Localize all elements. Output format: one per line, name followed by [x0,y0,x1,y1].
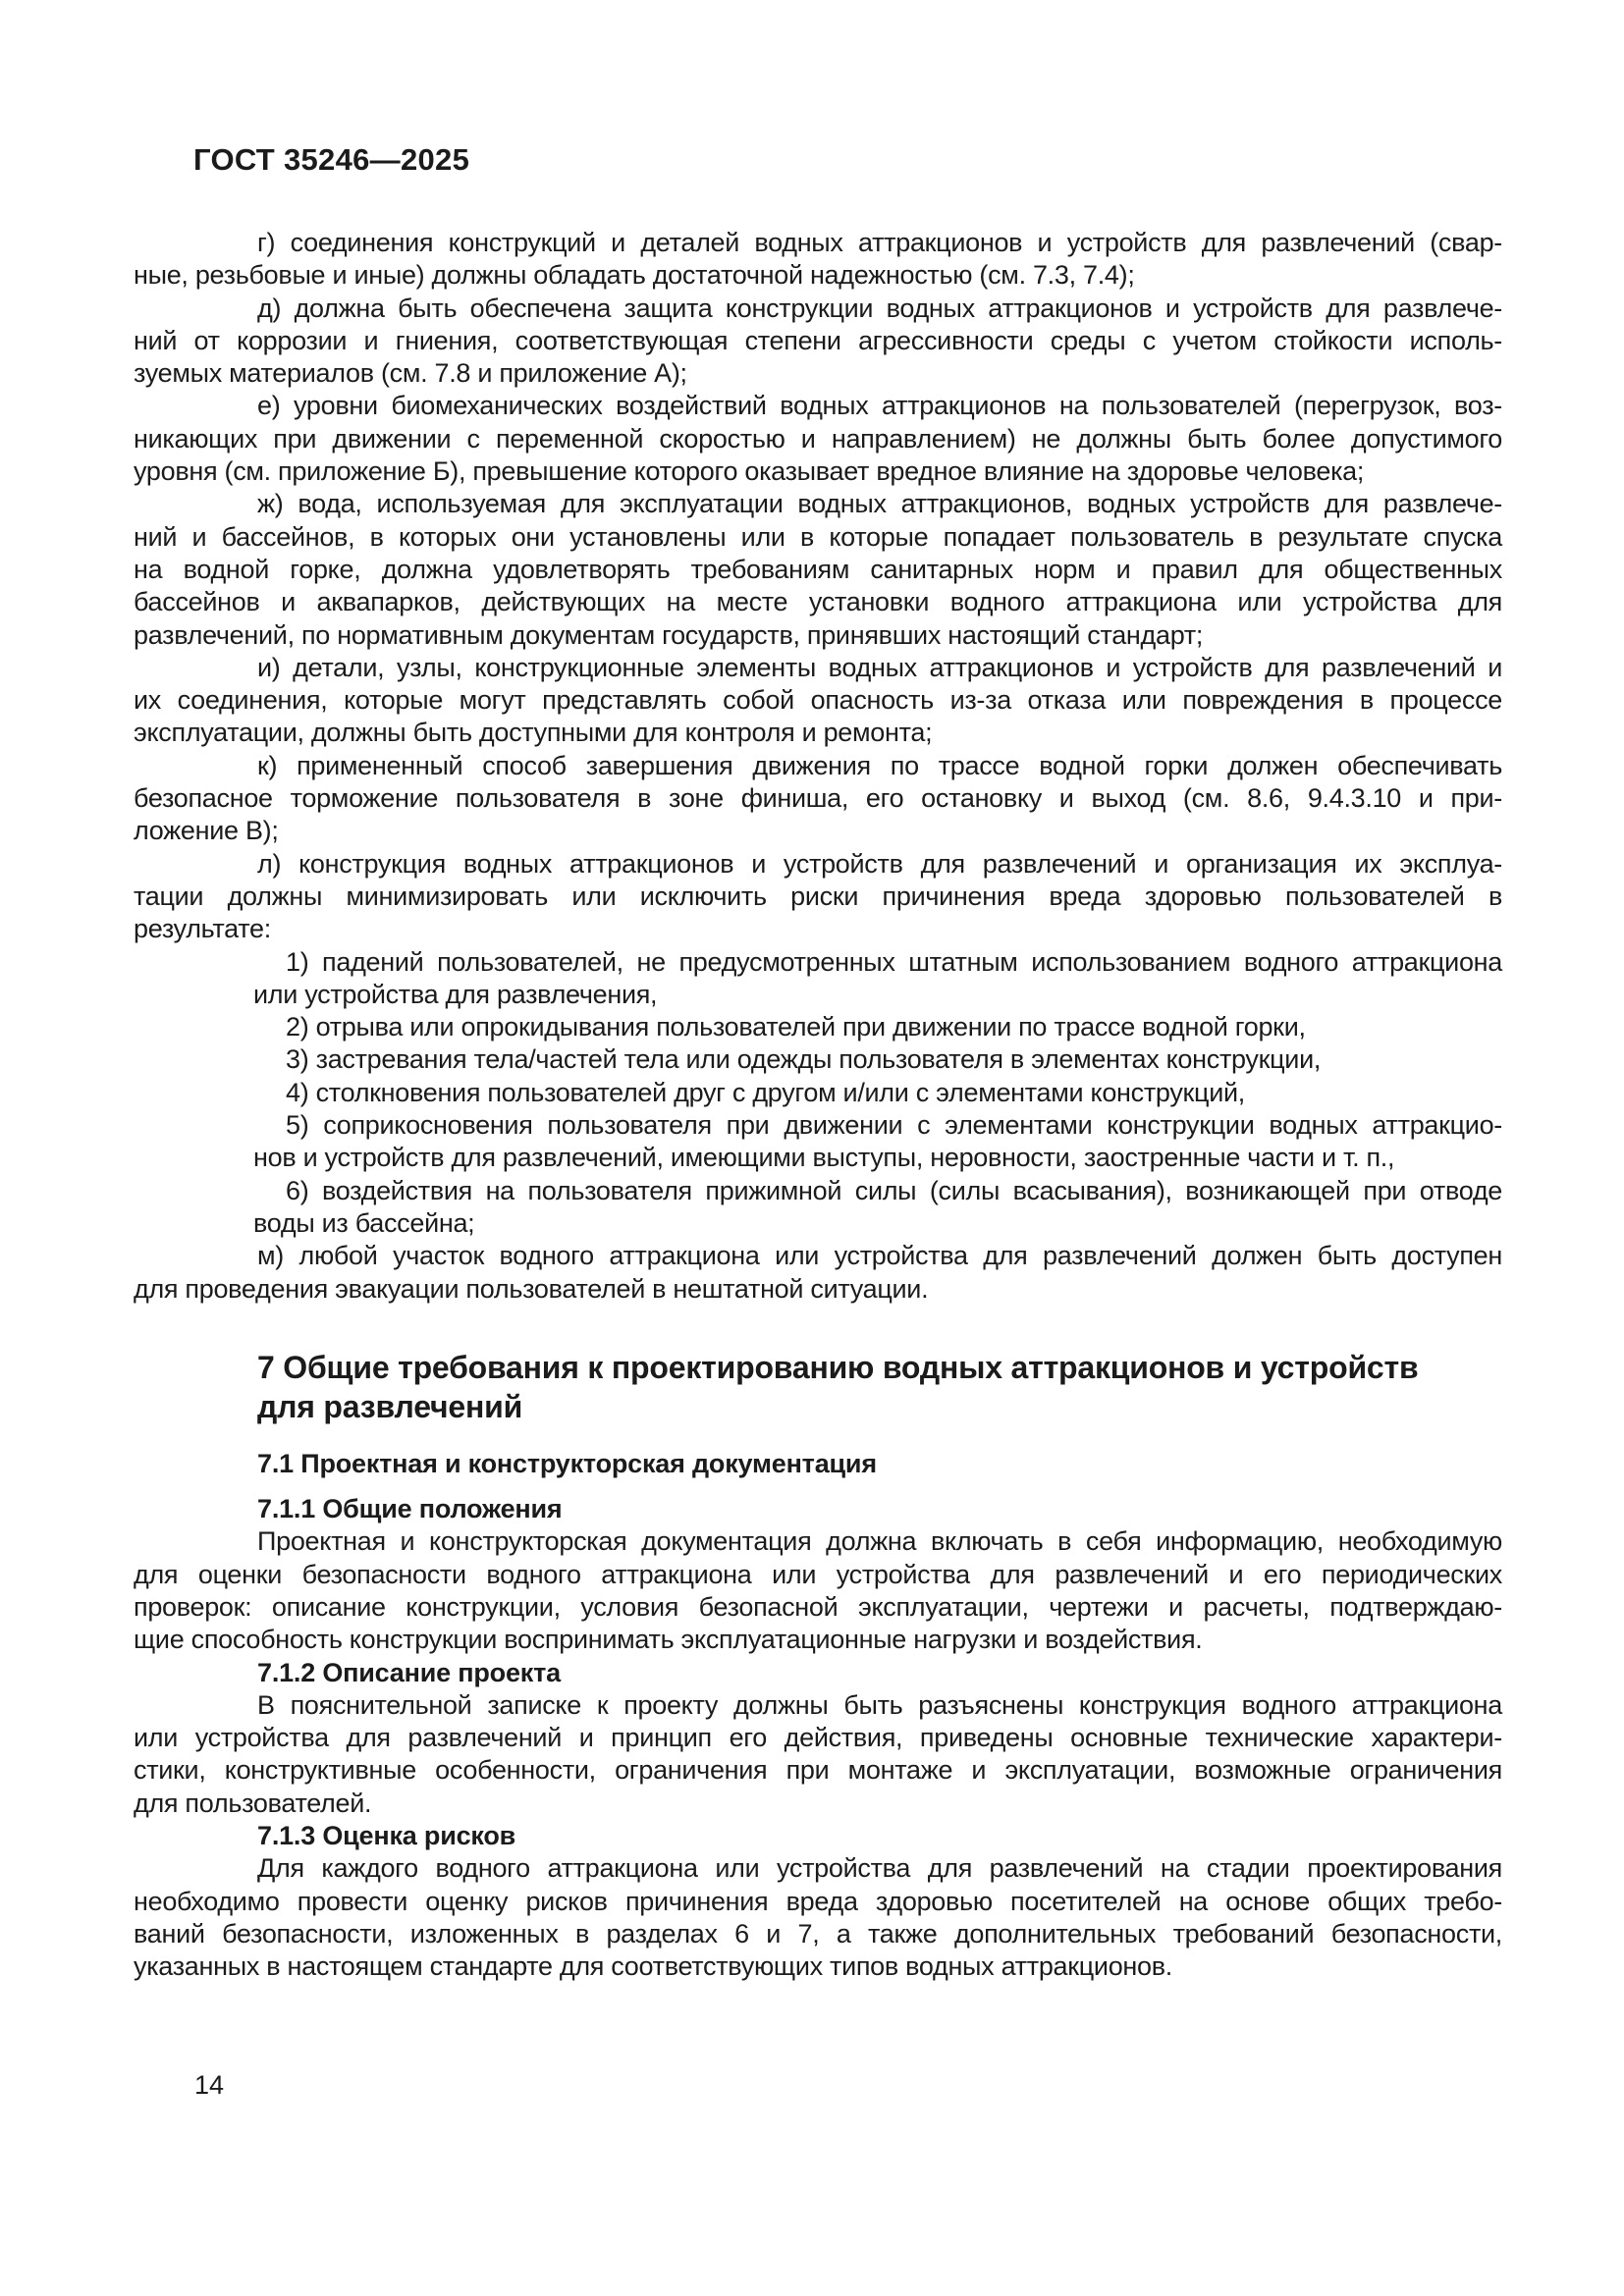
text-line: 3) застревания тела/частей тела или одежды пользователя в элементах конструкции, [286,1044,1322,1075]
text-line: ные, резьбовые и иные) должны обладать достаточной надежностью (см. 7.3, 7.4); [134,260,1135,291]
text-line: 4) столкновения пользователей друг с другом и/или с элементами конструкций, [286,1077,1245,1107]
text-line: воды из бассейна; [253,1207,475,1238]
subsubsection-heading: 7.1.3 Оценка рисков [257,1821,516,1851]
text-line: д) должна быть обеспечена защита конструкции водных аттракционов и устройств для развлече- [257,293,1502,323]
text-line: тации должны минимизировать или исключить риски причинения вреда здоровью пользователей в [134,881,1502,911]
subsection-block [134,1493,1502,1656]
text-line: Проектная и конструкторская документация должна включать в себя информацию, необходимую [257,1526,1502,1557]
text-line: результате: [134,914,271,944]
subsection-block [134,1820,1502,1983]
text-line: е) уровни биомеханических воздействий водных аттракционов на пользователей (перегрузок, воз- [257,391,1502,421]
lettered-list-paragraph [134,750,1502,848]
text-line: для проведения эвакуации пользователей в нештатной ситуации. [134,1273,929,1304]
section-heading-line: для развлечений [257,1388,523,1424]
subsubsection-heading: 7.1.2 Описание проекта [257,1657,561,1687]
text-line: их соединения, которые могут представлять собой опасность из-за отказа или повреждения в процессе [134,685,1502,716]
text-line: 2) отрыва или опрокидывания пользователей при движении по трассе водной горки, [286,1012,1306,1042]
text-line: ложение В); [134,816,279,846]
text-line: для пользователей. [134,1788,372,1818]
text-line: на водной горке, должна удовлетворять требованиям санитарных норм и правил для общественных [134,554,1502,584]
text-line: развлечений, по нормативным документам государств, принявших настоящий стандарт; [134,619,1204,650]
text-line: уровня (см. приложение Б), превышение которого оказывает вредное влияние на здоровье человека; [134,456,1365,487]
text-line: 1) падений пользователей, не предусмотренных штатным использованием водного аттракциона [286,946,1502,977]
text-line: и) детали, узлы, конструкционные элементы водных аттракционов и устройств для развлечений и [257,652,1502,682]
body-paragraph [134,1525,1502,1656]
numbered-sub-item [253,1043,1502,1076]
page-number: 14 [194,2070,225,2100]
text-line: ний и бассейнов, в которых они установлены или в которые попадает пользователь в результате спуска [134,521,1502,552]
text-line: к) примененный способ завершения движения по трассе водной горки должен обеспечивать [257,750,1502,780]
requirements-list [134,227,1502,1306]
document-content [134,227,1502,1984]
lettered-list-paragraph [134,488,1502,651]
text-line: или устройства для развлечения, [253,979,658,1009]
text-line: ваний безопасности, изложенных в разделах 6 и 7, а также дополнительных требований безопасности, [134,1918,1502,1949]
text-line: проверок: описание конструкции, условия безопасной эксплуатации, чертежи и расчеты, подтверждаю- [134,1591,1502,1622]
text-line: или устройства для развлечений и принцип его действия, приведены основные технические характери- [134,1723,1502,1753]
numbered-sub-item [253,1109,1502,1175]
body-paragraph [134,1852,1502,1983]
text-line: зуемых материалов (см. 7.8 и приложение А); [134,358,687,389]
text-line: щие способность конструкции воспринимать эксплуатационные нагрузки и воздействия. [134,1625,1203,1655]
text-line: Для каждого водного аттракциона или устройства для развлечений на стадии проектирования [257,1853,1502,1884]
numbered-sub-item [253,1175,1502,1241]
text-line: ж) вода, используемая для эксплуатации водных аттракционов, водных устройств для развлече- [257,489,1502,519]
subsection-7-1-heading: 7.1 Проектная и конструкторская документация [257,1448,877,1478]
text-line: л) конструкция водных аттракционов и устройств для развлечений и организация их эксплуа- [257,848,1502,879]
lettered-list-paragraph [134,1240,1502,1306]
text-line: ний от коррозии и гниения, соответствующая степени агрессивности среды с учетом стойкости исполь- [134,325,1502,355]
numbered-sub-item [253,946,1502,1012]
text-line: необходимо провести оценку рисков причинения вреда здоровью посетителей на основе общих требо- [134,1886,1502,1916]
text-line: стики, конструктивные особенности, ограничения при монтаже и эксплуатации, возможные ограничения [134,1755,1502,1786]
numbered-sub-item [253,1011,1502,1043]
text-line: эксплуатации, должны быть доступными для контроля и ремонта; [134,718,933,748]
text-line: указанных в настоящем стандарте для соответствующих типов водных аттракционов. [134,1951,1172,1982]
section-7-heading [257,1348,1502,1426]
lettered-list-paragraph [134,227,1502,293]
text-line: никающих при движении с переменной скоростью и направлением) не должны быть более допустимого [134,423,1502,454]
text-line: 6) воздействия на пользователя прижимной силы (силы всасывания), возникающей при отводе [286,1175,1502,1205]
subsubsection-heading: 7.1.1 Общие положения [257,1494,563,1524]
section-heading-line: 7 Общие требования к проектированию водных аттракционов и устройств [257,1349,1419,1385]
lettered-list-paragraph [134,652,1502,750]
text-line: безопасное торможение пользователя в зоне финиша, его остановку и выход (см. 8.6, 9.4.3.10 и при- [134,783,1502,814]
text-line: г) соединения конструкций и деталей водных аттракционов и устройств для развлечений (свар- [257,228,1502,257]
lettered-list-paragraph [134,293,1502,391]
lettered-list-paragraph [134,390,1502,488]
subsection-block [134,1657,1502,1820]
text-line: нов и устройств для развлечений, имеющими выступы, неровности, заостренные части и т. п., [253,1143,1395,1173]
text-line: м) любой участок водного аттракциона или устройства для развлечений должен быть доступен [257,1241,1502,1271]
running-header: ГОСТ 35246—2025 [193,142,470,177]
text-line: для оценки безопасности водного аттракциона или устройства для развлечений и его периодических [134,1559,1502,1589]
subsection-blocks [134,1493,1502,1983]
text-line: В пояснительной записке к проекту должны быть разъяснены конструкция водного аттракциона [257,1689,1502,1720]
numbered-sub-item [253,1077,1502,1109]
text-line: 5) соприкосновения пользователя при движении с элементами конструкции водных аттракцио- [286,1110,1502,1141]
body-paragraph [134,1689,1502,1820]
lettered-list-paragraph [134,848,1502,946]
text-line: бассейнов и аквапарков, действующих на месте установки водного аттракциона или устройства для [134,587,1502,617]
